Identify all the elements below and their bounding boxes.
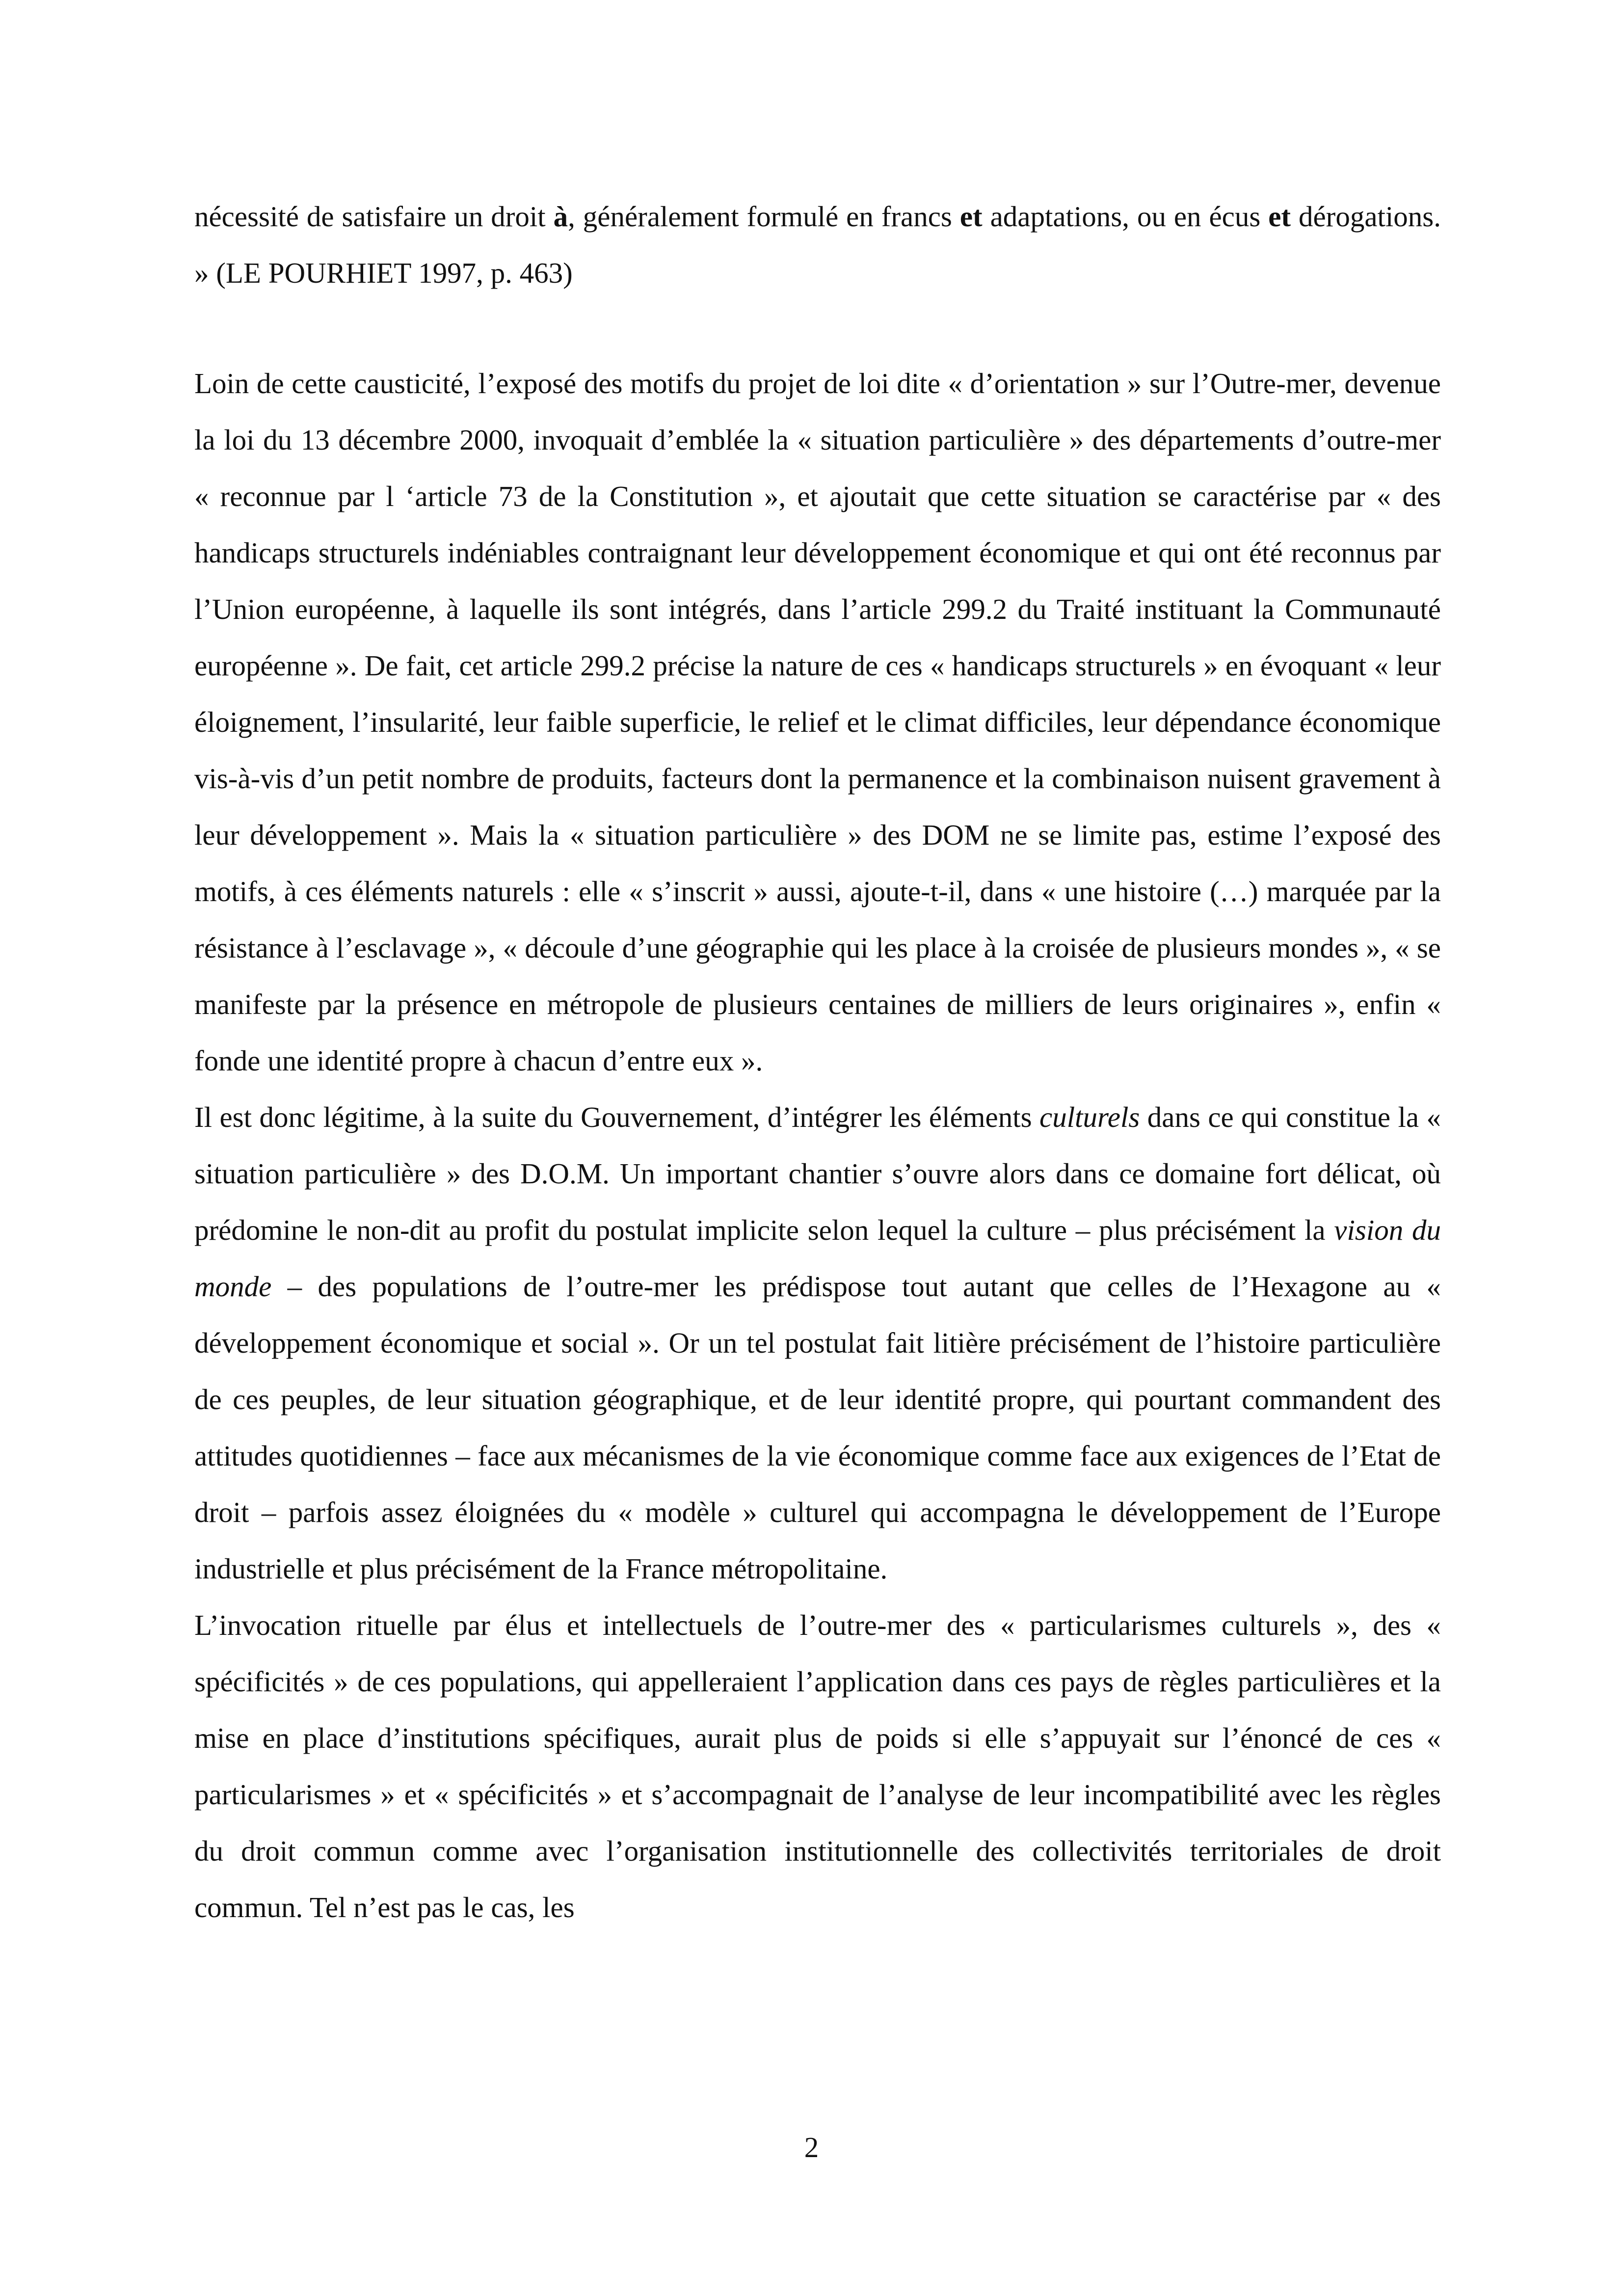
quote-continuation-paragraph: [194, 188, 1441, 301]
expose-des-motifs-paragraph: [194, 355, 1441, 1089]
text-run: nécessité de satisfaire un droit: [194, 200, 554, 233]
document-page: [194, 188, 1441, 1936]
text-run: Il est donc légitime, à la suite du Gouvernement, d’intégrer les éléments: [194, 1101, 1040, 1133]
text-run-bold: et: [1268, 200, 1291, 233]
text-run: L’invocation rituelle par élus et intellectuels de l’outre-mer des « particularismes culturels », des « spécificités » de ces populations, qui appelleraient l’application dans ces pays de règles particulières et la mise en place d’institutions spécifiques, aurait plus de poids si elle s’appuyait sur l’énoncé de ces « particularismes » et « spécificités » et s’accompagnait de l’analyse de leur incompatibilité avec les règles du droit commun comme avec l’organisation institutionnelle des collectivités territoriales de droit commun. Tel n’est pas le cas, les: [194, 1609, 1441, 1923]
elements-culturels-paragraph: [194, 1089, 1441, 1597]
invocation-rituelle-paragraph: [194, 1597, 1441, 1936]
text-run: , généralement formulé en francs: [568, 200, 960, 233]
page-number: 2: [804, 2131, 819, 2163]
text-run-italic: culturels: [1039, 1101, 1140, 1133]
text-run: dans ce qui constitue la « situation particulière » des D.O.M. Un important chantier s’ouvre alors dans ce domaine fort délicat, où prédomine le non-dit au profit du postulat implicite selon lequel la culture – plus précisément la: [194, 1101, 1441, 1246]
text-run: Loin de cette causticité, l’exposé des motifs du projet de loi dite « d’orientation » sur l’Outre-mer, devenue la loi du 13 décembre 2000, invoquait d’emblée la « situation particulière » des départements d’outre-mer « reconnue par l ‘article 73 de la Constitution », et ajoutait que cette situation se caractérise par « des handicaps structurels indéniables contraignant leur développement économique et qui ont été reconnus par l’Union européenne, à laquelle ils sont intégrés, dans l’article 299.2 du Traité instituant la Communauté européenne ». De fait, cet article 299.2 précise la nature de ces « handicaps structurels » en évoquant « leur éloignement, l’insularité, leur faible superficie, le relief et le climat difficiles, leur dépendance économique vis-à-vis d’un petit nombre de produits, facteurs dont la permanence et la combinaison nuisent gravement à leur développement ». Mais la « situation particulière » des DOM ne se limite pas, estime l’exposé des motifs, à ces éléments naturels : elle « s’inscrit » aussi, ajoute-t-il, dans « une histoire (…) marquée par la résistance à l’esclavage », « découle d’une géographie qui les place à la croisée de plusieurs mondes », « se manifeste par la présence en métropole de plusieurs centaines de milliers de leurs originaires », enfin « fonde une identité propre à chacun d’entre eux ».: [194, 367, 1441, 1077]
text-run-italic: vision du monde: [194, 1214, 1441, 1303]
text-run: adaptations, ou en écus: [982, 200, 1269, 233]
text-run-bold: à: [553, 200, 568, 233]
text-run: – des populations de l’outre-mer les prédispose tout autant que celles de l’Hexagone au « développement économique et social ». Or un tel postulat fait litière précisément de l’histoire particulière de ces peuples, de leur situation géographique, et de leur identité propre, qui pourtant commandent des attitudes quotidiennes – face aux mécanismes de la vie économique comme face aux exigences de l’Etat de droit – parfois assez éloignées du « modèle » culturel qui accompagna le développement de l’Europe industrielle et plus précisément de la France métropolitaine.: [194, 1270, 1441, 1585]
text-run-bold: et: [959, 200, 983, 233]
text-run: dérogations. » (LE POURHIET 1997, p. 463): [194, 200, 1441, 289]
